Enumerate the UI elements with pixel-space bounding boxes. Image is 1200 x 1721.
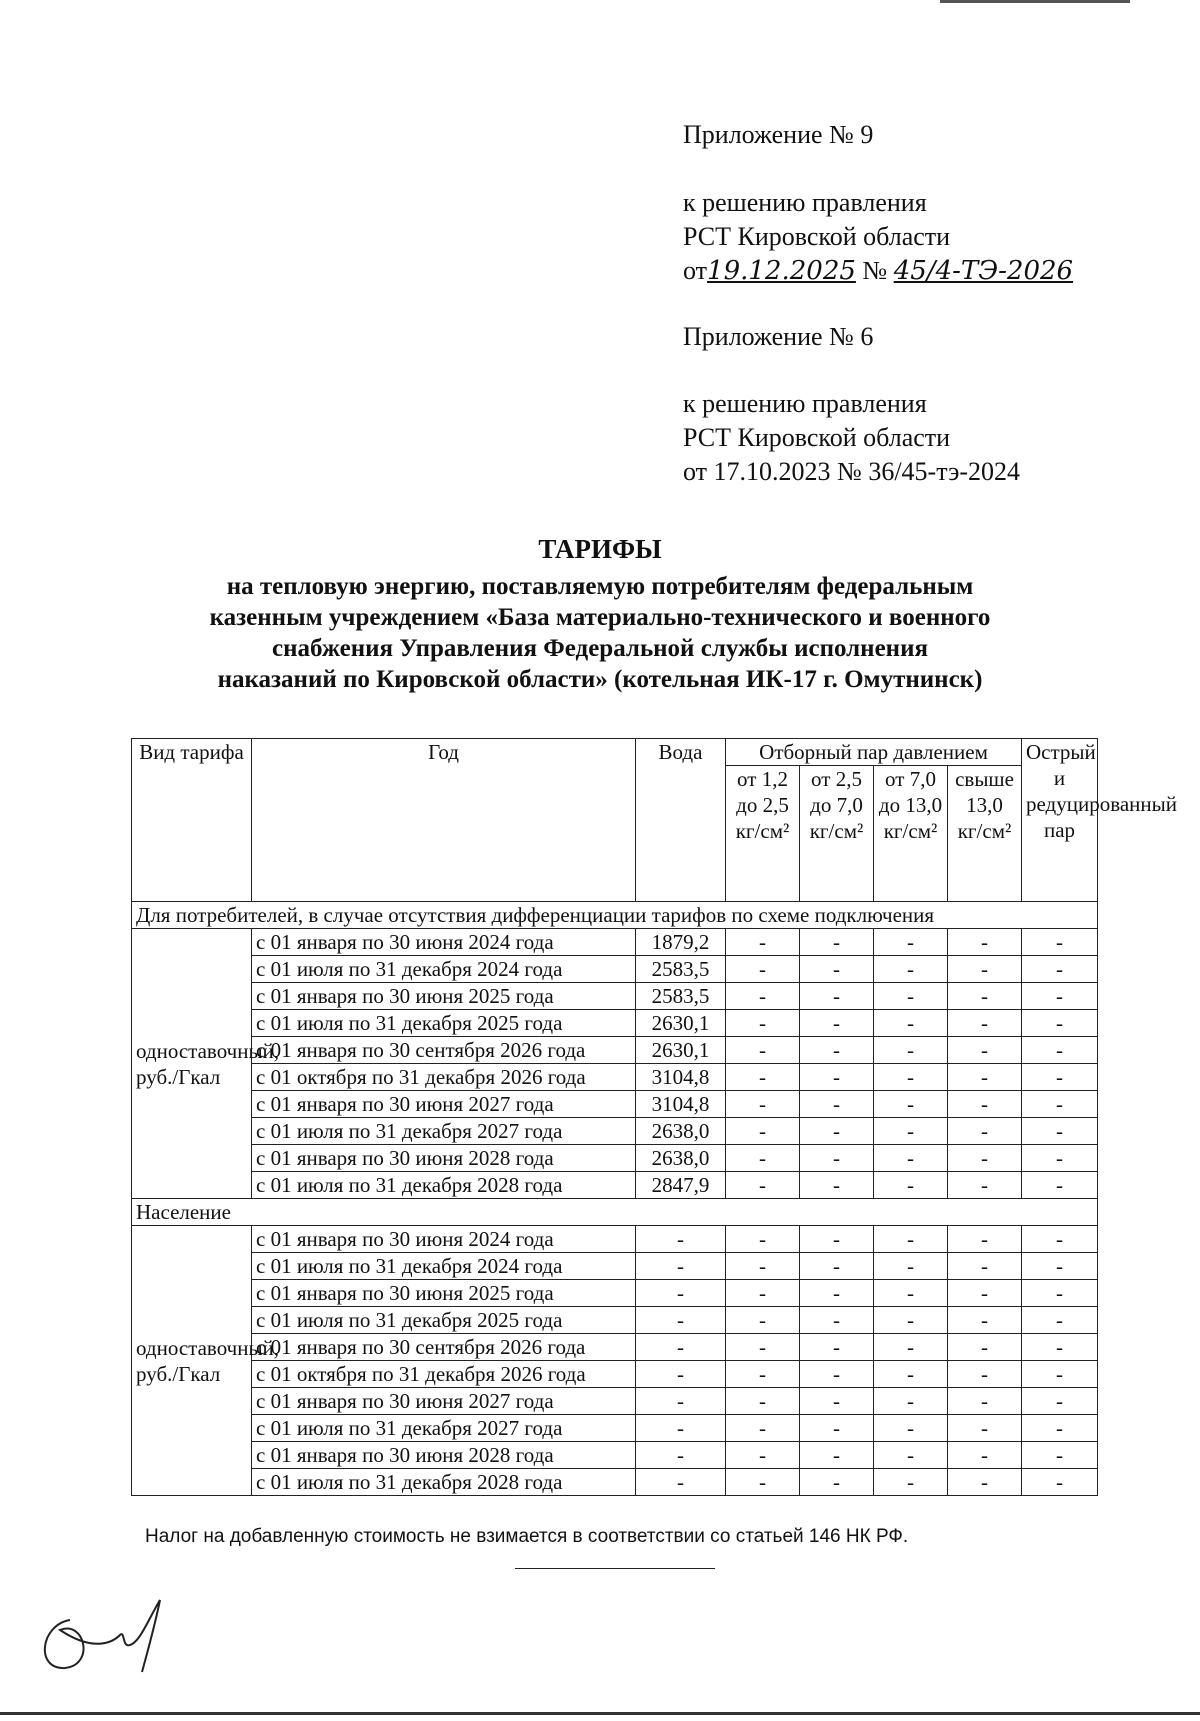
water-value-cell: - [636,1415,726,1442]
empty-value-cell: - [800,1118,874,1145]
vat-note: Налог на добавленную стоимость не взимается в соответствии со статьей 146 НК РФ. [145,1526,909,1547]
empty-value-cell: - [874,1442,948,1469]
header-water: Вода [636,739,726,902]
empty-value-cell: - [874,1172,948,1199]
title-main: ТАРИФЫ [538,534,662,564]
tariff-body [132,902,1098,1496]
scan-mark-bottom [0,1712,1200,1715]
empty-value-cell: - [948,1307,1022,1334]
period-cell: с 01 июля по 31 декабря 2028 года [252,1469,636,1496]
empty-value-cell: - [726,1307,800,1334]
header-steam-4: свыше 13,0 кг/см² [948,766,1022,902]
table-row [132,1010,1098,1037]
empty-value-cell: - [948,1091,1022,1118]
empty-value-cell: - [726,983,800,1010]
water-value-cell: - [636,1253,726,1280]
water-value-cell: 3104,8 [636,1091,726,1118]
empty-value-cell: - [1022,983,1098,1010]
period-cell: с 01 января по 30 июня 2025 года [252,1280,636,1307]
table-row [132,1064,1098,1091]
period-cell: с 01 июля по 31 декабря 2024 года [252,1253,636,1280]
empty-value-cell: - [1022,1361,1098,1388]
appendix-9-line1: к решению правления [683,188,927,217]
empty-value-cell: - [800,956,874,983]
period-cell: с 01 июля по 31 декабря 2027 года [252,1118,636,1145]
empty-value-cell: - [800,1388,874,1415]
empty-value-cell: - [948,1118,1022,1145]
empty-value-cell: - [800,1172,874,1199]
header-steam-2: от 2,5 до 7,0 кг/см² [800,766,874,902]
handwritten-number: 45/4-ТЭ-2026 [893,256,1074,286]
table-row [132,1415,1098,1442]
empty-value-cell: - [948,1280,1022,1307]
empty-value-cell: - [1022,1091,1098,1118]
empty-value-cell: - [948,1010,1022,1037]
water-value-cell: - [636,1442,726,1469]
period-cell: с 01 июля по 31 декабря 2028 года [252,1172,636,1199]
empty-value-cell: - [874,1280,948,1307]
empty-value-cell: - [1022,1469,1098,1496]
water-value-cell: 3104,8 [636,1064,726,1091]
empty-value-cell: - [1022,1415,1098,1442]
empty-value-cell: - [726,1145,800,1172]
empty-value-cell: - [874,1037,948,1064]
table-row [132,1091,1098,1118]
empty-value-cell: - [726,1361,800,1388]
table-row [132,1280,1098,1307]
appendix-9-from: от [683,256,708,285]
empty-value-cell: - [948,1145,1022,1172]
table-row [132,1253,1098,1280]
appendix-6-line1: к решению правления [683,389,927,418]
period-cell: с 01 января по 30 сентября 2026 года [252,1037,636,1064]
empty-value-cell: - [726,1253,800,1280]
period-cell: с 01 октября по 31 декабря 2026 года [252,1361,636,1388]
table-row [132,1037,1098,1064]
title-line-4: наказаний по Кировской области» (котельная ИК-17 г. Омутнинск) [217,666,983,693]
empty-value-cell: - [1022,1307,1098,1334]
empty-value-cell: - [800,1226,874,1253]
table-row [132,1388,1098,1415]
empty-value-cell: - [948,1442,1022,1469]
table-row [132,1118,1098,1145]
section-label: Для потребителей, в случае отсутствия дифференциации тарифов по схеме подключения [132,902,1098,929]
empty-value-cell: - [948,1037,1022,1064]
period-cell: с 01 января по 30 сентября 2026 года [252,1334,636,1361]
table-row [132,1226,1098,1253]
empty-value-cell: - [800,929,874,956]
empty-value-cell: - [948,983,1022,1010]
empty-value-cell: - [948,929,1022,956]
header-year: Год [252,739,636,902]
table-row [132,1334,1098,1361]
empty-value-cell: - [948,1253,1022,1280]
period-cell: с 01 января по 30 июня 2025 года [252,983,636,1010]
empty-value-cell: - [800,1037,874,1064]
tariff-kind-cell: одноставочный, руб./Гкал [132,1226,252,1496]
table-row [132,956,1098,983]
period-cell: с 01 января по 30 июня 2024 года [252,929,636,956]
empty-value-cell: - [948,1064,1022,1091]
empty-value-cell: - [800,1145,874,1172]
empty-value-cell: - [874,1361,948,1388]
empty-value-cell: - [800,1010,874,1037]
water-value-cell: 2847,9 [636,1172,726,1199]
water-value-cell: - [636,1469,726,1496]
empty-value-cell: - [726,929,800,956]
empty-value-cell: - [726,956,800,983]
empty-value-cell: - [800,1442,874,1469]
empty-value-cell: - [1022,1037,1098,1064]
empty-value-cell: - [874,1145,948,1172]
empty-value-cell: - [948,1334,1022,1361]
table-row [132,1361,1098,1388]
empty-value-cell: - [800,1064,874,1091]
section-row [132,902,1098,929]
empty-value-cell: - [726,1118,800,1145]
appendix-9-line2: РСТ Кировской области [683,222,951,251]
water-value-cell: 2638,0 [636,1118,726,1145]
water-value-cell: - [636,1307,726,1334]
period-cell: с 01 января по 30 июня 2024 года [252,1226,636,1253]
empty-value-cell: - [726,1388,800,1415]
empty-value-cell: - [1022,1280,1098,1307]
header-steam-1: от 1,2 до 2,5 кг/см² [726,766,800,902]
header-steam-3: от 7,0 до 13,0 кг/см² [874,766,948,902]
table-row [132,929,1098,956]
empty-value-cell: - [874,929,948,956]
appendix-6-title: Приложение № 6 [683,322,874,351]
empty-value-cell: - [1022,956,1098,983]
empty-value-cell: - [874,983,948,1010]
title-line-1: на тепловую энергию, поставляемую потребителям федеральным [226,573,974,600]
empty-value-cell: - [1022,1145,1098,1172]
empty-value-cell: - [726,1064,800,1091]
tariff-table [131,738,1178,1496]
appendix-6-line3: от 17.10.2023 № 36/45-тэ-2024 [683,457,1021,486]
empty-value-cell: - [726,1415,800,1442]
period-cell: с 01 января по 30 июня 2028 года [252,1442,636,1469]
empty-value-cell: - [948,1361,1022,1388]
handwritten-date: 19.12.2025 [707,256,856,286]
empty-value-cell: - [726,1091,800,1118]
water-value-cell: - [636,1280,726,1307]
section-label: Население [132,1199,1098,1226]
appendix-9-number-sign: № [862,256,888,285]
empty-value-cell: - [874,1469,948,1496]
header-sharp-steam: Острый и редуцированный пар [1022,739,1098,902]
empty-value-cell: - [874,1388,948,1415]
table-row [132,1172,1098,1199]
empty-value-cell: - [874,956,948,983]
empty-value-cell: - [948,1469,1022,1496]
empty-value-cell: - [874,1415,948,1442]
appendix-9-title: Приложение № 9 [683,120,874,149]
table-row [132,1442,1098,1469]
empty-value-cell: - [874,1226,948,1253]
period-cell: с 01 октября по 31 декабря 2026 года [252,1064,636,1091]
empty-value-cell: - [726,1280,800,1307]
document-title [100,534,1100,695]
empty-value-cell: - [874,1091,948,1118]
empty-value-cell: - [726,1334,800,1361]
empty-value-cell: - [1022,1226,1098,1253]
empty-value-cell: - [1022,1388,1098,1415]
tariff-kind-cell: одноставочный, руб./Гкал [132,929,252,1199]
period-cell: с 01 января по 30 июня 2027 года [252,1091,636,1118]
header-steam-group: Отборный пар давлением [726,739,1022,766]
water-value-cell: - [636,1388,726,1415]
period-cell: с 01 июля по 31 декабря 2025 года [252,1307,636,1334]
appendix-6-line2: РСТ Кировской области [683,423,951,452]
water-value-cell: 2630,1 [636,1037,726,1064]
empty-value-cell: - [800,1361,874,1388]
empty-value-cell: - [874,1064,948,1091]
empty-value-cell: - [726,1442,800,1469]
signature [30,1590,180,1680]
appendix-9-line3 [683,254,1073,288]
table-row [132,1307,1098,1334]
empty-value-cell: - [726,1172,800,1199]
water-value-cell: 2583,5 [636,956,726,983]
period-cell: с 01 июля по 31 декабря 2024 года [252,956,636,983]
empty-value-cell: - [874,1253,948,1280]
table-row [132,1145,1098,1172]
empty-value-cell: - [874,1334,948,1361]
header-kind: Вид тарифа [132,739,252,902]
empty-value-cell: - [1022,1172,1098,1199]
empty-value-cell: - [1022,1253,1098,1280]
empty-value-cell: - [1022,1118,1098,1145]
water-value-cell: 2583,5 [636,983,726,1010]
table-row [132,983,1098,1010]
empty-value-cell: - [800,1469,874,1496]
water-value-cell: 2630,1 [636,1010,726,1037]
separator-line [515,1568,715,1569]
empty-value-cell: - [1022,1064,1098,1091]
scan-mark-top [940,0,1130,3]
empty-value-cell: - [948,1415,1022,1442]
empty-value-cell: - [726,1037,800,1064]
empty-value-cell: - [800,1280,874,1307]
period-cell: с 01 июля по 31 декабря 2027 года [252,1415,636,1442]
empty-value-cell: - [1022,929,1098,956]
period-cell: с 01 июля по 31 декабря 2025 года [252,1010,636,1037]
empty-value-cell: - [800,1334,874,1361]
empty-value-cell: - [726,1226,800,1253]
water-value-cell: 2638,0 [636,1145,726,1172]
title-line-2: казенным учреждением «База материально-технического и военного [209,604,991,631]
empty-value-cell: - [948,1388,1022,1415]
empty-value-cell: - [800,983,874,1010]
table-header-row-1 [132,739,1098,766]
empty-value-cell: - [874,1118,948,1145]
empty-value-cell: - [726,1010,800,1037]
title-line-3: снабжения Управления Федеральной службы исполнения [271,635,929,662]
empty-value-cell: - [1022,1442,1098,1469]
empty-value-cell: - [800,1307,874,1334]
empty-value-cell: - [874,1010,948,1037]
empty-value-cell: - [1022,1010,1098,1037]
empty-value-cell: - [948,1226,1022,1253]
empty-value-cell: - [726,1469,800,1496]
water-value-cell: - [636,1334,726,1361]
empty-value-cell: - [948,1172,1022,1199]
empty-value-cell: - [800,1415,874,1442]
empty-value-cell: - [948,956,1022,983]
period-cell: с 01 января по 30 июня 2028 года [252,1145,636,1172]
period-cell: с 01 января по 30 июня 2027 года [252,1388,636,1415]
empty-value-cell: - [800,1253,874,1280]
empty-value-cell: - [874,1307,948,1334]
section-row [132,1199,1098,1226]
water-value-cell: - [636,1361,726,1388]
empty-value-cell: - [1022,1334,1098,1361]
water-value-cell: 1879,2 [636,929,726,956]
water-value-cell: - [636,1226,726,1253]
table-row [132,1469,1098,1496]
empty-value-cell: - [800,1091,874,1118]
